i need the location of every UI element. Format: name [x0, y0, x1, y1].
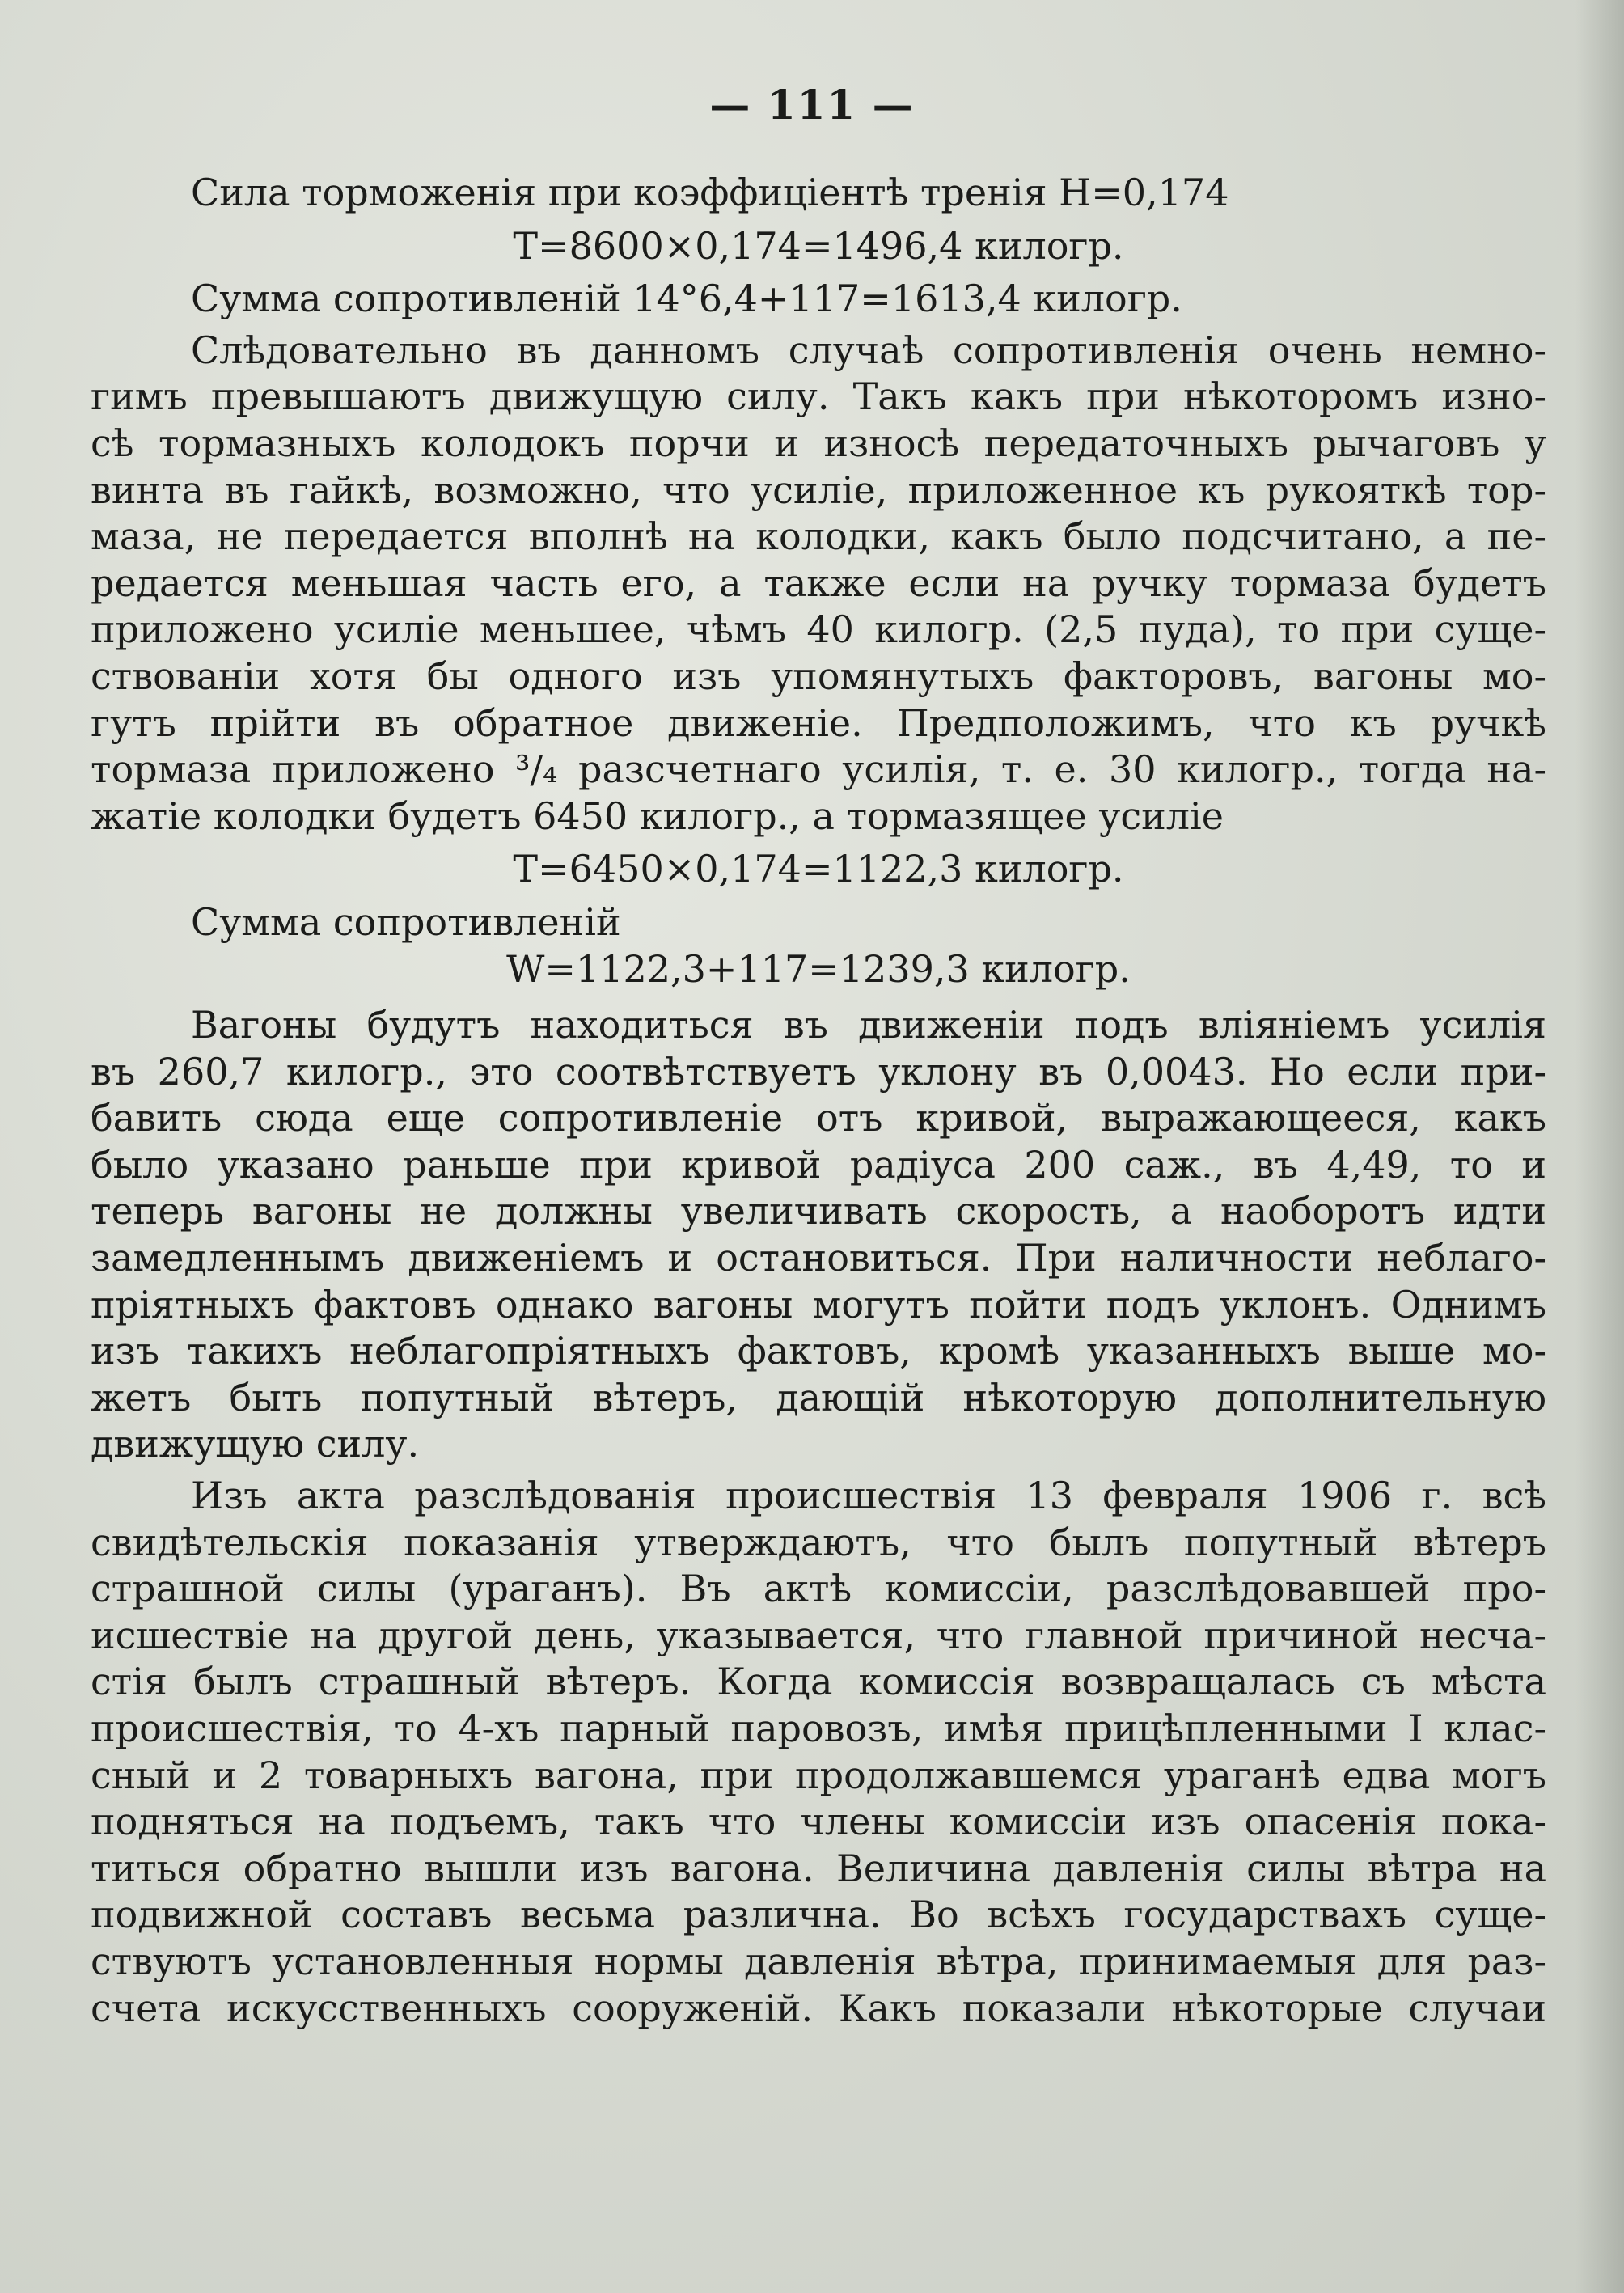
formula-line: T=8600×0,174=1496,4 килогр.	[513, 223, 1124, 268]
text-line: Сила торможенія при коэффиціентѣ тренія H=0,174	[191, 171, 1229, 214]
text-line: пріятныхъ фактовъ однако вагоны могутъ пойти подъ уклонъ. Однимъ	[91, 1282, 1546, 1326]
text-line: Изъ акта разслѣдованія происшествія 13 февраля 1906 г. всѣ	[191, 1474, 1546, 1518]
text-line: бавить сюда еще сопротивленіе отъ кривой, выражающееся, какъ	[91, 1096, 1546, 1140]
text-line: свидѣтельскія показанія утверждаютъ, что былъ попутный вѣтеръ	[91, 1520, 1546, 1564]
text-line: теперь вагоны не должны увеличивать скорость, а наоборотъ идти	[91, 1189, 1546, 1233]
text-line: въ 260,7 килогр., это соотвѣтствуетъ уклону въ 0,0043. Но если при-	[91, 1049, 1546, 1094]
text-line: сный и 2 товарныхъ вагона, при продолжавшемся ураганѣ едва могъ	[91, 1753, 1546, 1797]
spacer	[91, 893, 1546, 899]
page-number: — 111 —	[709, 81, 915, 129]
text-line: счета искусственныхъ сооруженій. Какъ показали нѣкоторые случаи	[91, 1986, 1546, 2030]
text-line: изъ такихъ неблагопріятныхъ фактовъ, кромѣ указанныхъ выше мо-	[91, 1329, 1546, 1373]
text-line: стія былъ страшный вѣтеръ. Когда комиссія возвращалась съ мѣста	[91, 1660, 1546, 1704]
text-line: Слѣдовательно въ данномъ случаѣ сопротивленія очень немно-	[191, 328, 1546, 372]
text-line: происшествія, то 4-хъ парный паровозъ, имѣя прицѣпленными I клас-	[91, 1707, 1546, 1750]
spacer	[91, 217, 1546, 223]
page-edge-shadow	[1575, 0, 1624, 2293]
text-line: винта въ гайкѣ, возможно, что усиліе, приложенное къ рукояткѣ тор-	[91, 467, 1546, 512]
formula-line: T=6450×0,174=1122,3 килогр.	[513, 847, 1124, 891]
text-line: гутъ прійти въ обратное движеніе. Предположимъ, что къ ручкѣ	[91, 700, 1546, 745]
text-line: замедленнымъ движеніемъ и остановиться. При наличности неблаго-	[91, 1236, 1546, 1280]
text-line: было указано раньше при кривой радіуса 200 саж., въ 4,49, то и	[91, 1142, 1546, 1187]
text-line: приложено усиліе меньшее, чѣмъ 40 килогр. (2,5 пуда), то при суще-	[91, 607, 1546, 652]
spacer	[91, 840, 1546, 846]
text-line: Сумма сопротивленій 14°6,4+117=1613,4 килогр.	[191, 277, 1182, 321]
formula-line: W=1122,3+117=1239,3 килогр.	[506, 946, 1131, 991]
text-line: сѣ тормазныхъ колодокъ порчи и износѣ передаточныхъ рычаговъ у	[91, 421, 1546, 465]
text-line: жатіе колодки будетъ 6450 килогр., а тормазящее усиліе	[91, 793, 1224, 838]
spacer	[91, 269, 1546, 276]
text-line: редается меньшая часть его, а также если на ручку тормаза будетъ	[91, 561, 1546, 605]
text-line: ствованіи хотя бы одного изъ упомянутыхъ факторовъ, вагоны мо-	[91, 654, 1546, 698]
page-body	[91, 170, 1546, 2032]
text-line: маза, не передается вполнѣ на колодки, какъ было подсчитано, а пе-	[91, 514, 1546, 559]
spacer	[91, 992, 1546, 1002]
text-line: страшной силы (ураганъ). Въ актѣ комиссіи, разслѣдовавшей про-	[91, 1567, 1546, 1611]
text-line: подвижной составъ весьма различна. Во всѣхъ государствахъ суще-	[91, 1893, 1546, 1937]
text-line: титься обратно вышли изъ вагона. Величина давленія силы вѣтра на	[91, 1846, 1546, 1890]
text-line: движущую силу.	[91, 1422, 420, 1466]
text-line: жетъ быть попутный вѣтеръ, дающій нѣкоторую дополнительную	[91, 1375, 1546, 1419]
text-line: исшествіе на другой день, указывается, что главной причиной несча-	[91, 1613, 1546, 1657]
text-line: гимъ превышаютъ движущую силу. Такъ какъ при нѣкоторомъ изно-	[91, 374, 1546, 419]
text-line: подняться на подъемъ, такъ что члены комиссіи изъ опасенія пока-	[91, 1800, 1546, 1844]
text-line: ствуютъ установленныя нормы давленія вѣтра, принимаемыя для раз-	[91, 1939, 1546, 1983]
text-line: тормаза приложено ³/₄ разсчетнаго усилія, т. е. 30 килогр., тогда на-	[91, 747, 1546, 792]
text-line: Вагоны будутъ находиться въ движеніи подъ вліяніемъ усилія	[191, 1003, 1546, 1047]
text-line: Сумма сопротивленій	[191, 899, 621, 944]
